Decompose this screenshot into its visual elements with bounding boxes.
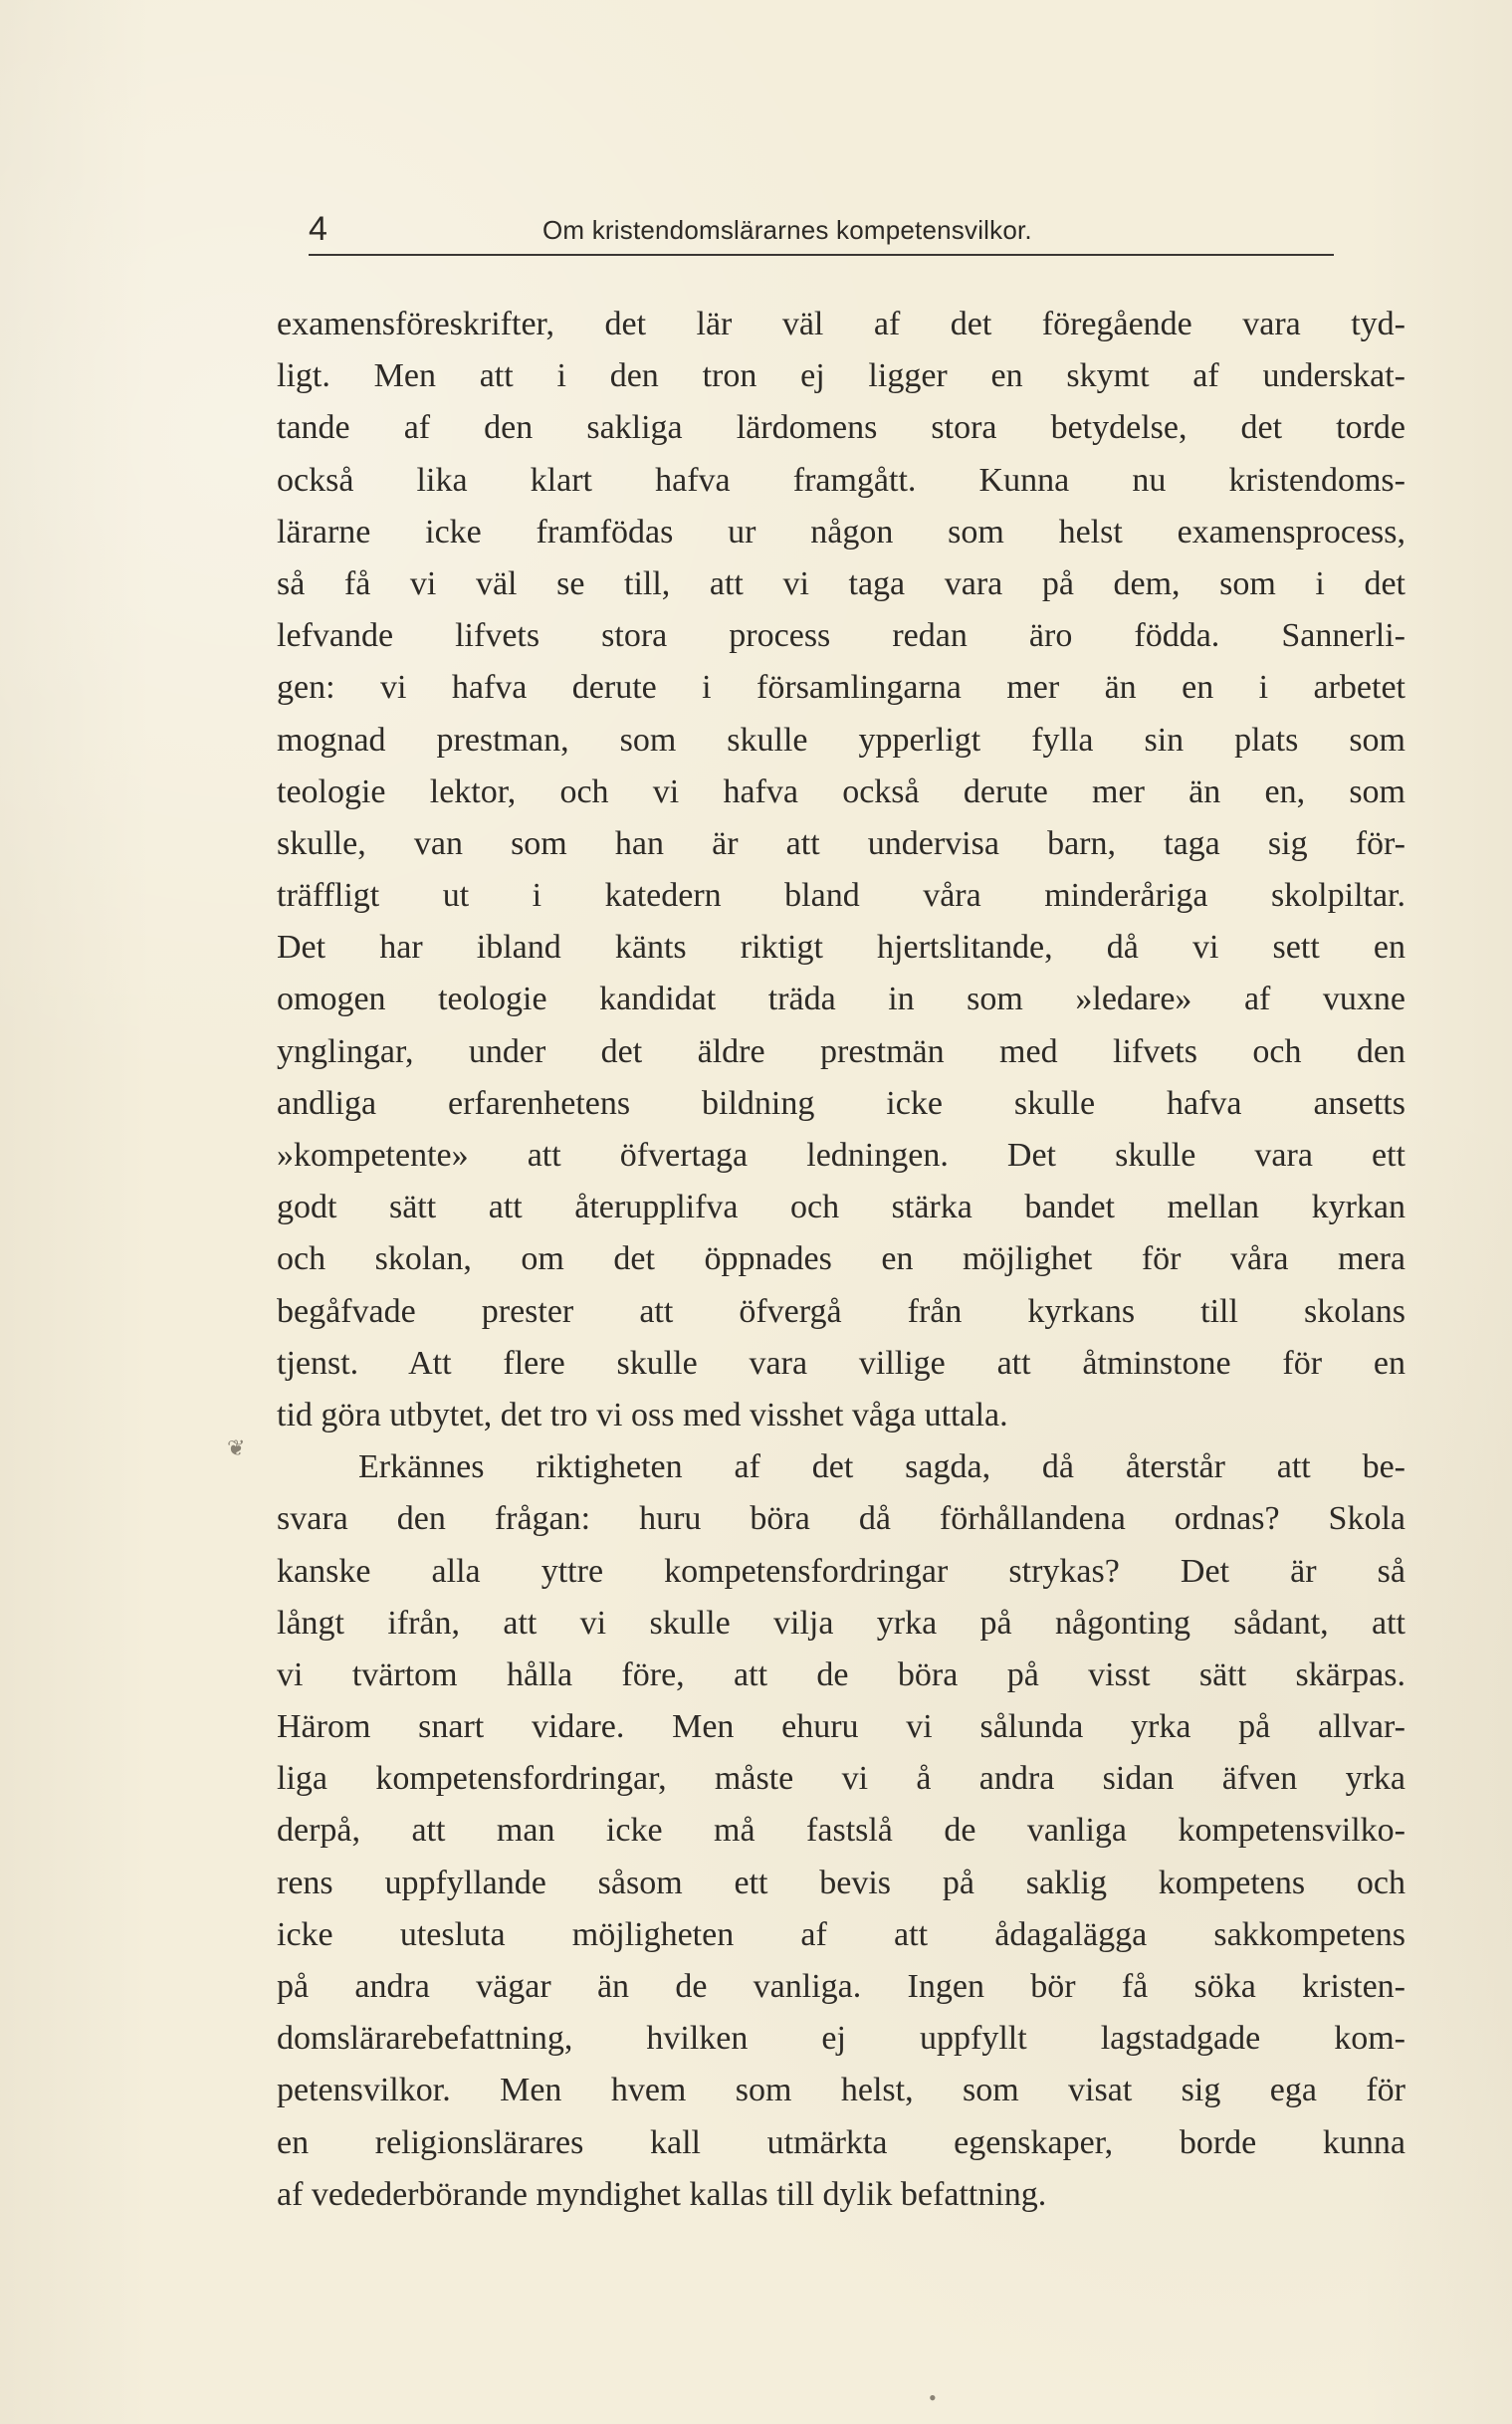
- text-line-6: så få vi väl se till, att vi taga vara på dem, som i det: [277, 564, 1405, 602]
- text-line-9: mognad prestman, som skulle ypperligt fylla sin plats som: [277, 721, 1405, 759]
- running-title: Om kristendomslärarnes kompetensvilkor.: [542, 215, 1032, 245]
- text-line-10: teologie lektor, och vi hafva också derute mer än en, som: [277, 772, 1405, 810]
- text-line-29: liga kompetensfordringar, måste vi å andra sidan äfven yrka: [277, 1760, 1405, 1798]
- bottom-mark: •: [929, 2385, 937, 2410]
- text-line-8: gen: vi hafva derute i församlingarna mer än en i arbetet: [277, 669, 1405, 707]
- text-line-17: »kompetente» att öfvertaga ledningen. Det skulle vara ett: [277, 1137, 1405, 1174]
- text-line-11: skulle, van som han är att undervisa barn, taga sig för-: [277, 824, 1405, 862]
- page-number: 4: [309, 210, 327, 248]
- text-line-3: tande af den sakliga lärdomens stora betydelse, det torde: [277, 409, 1405, 447]
- text-line-34: domslärarebefattning, hvilken ej uppfyllt lagstadgade kom-: [277, 2020, 1405, 2058]
- text-line-22: tid göra utbytet, det tro vi oss med visshet våga uttala.: [277, 1396, 1008, 1433]
- text-line-36: en religionslärares kall utmärkta egenskaper, borde kunna: [277, 2123, 1405, 2161]
- text-line-21: tjenst. Att flere skulle vara villige att åtminstone för en: [277, 1344, 1405, 1382]
- text-line-2: ligt. Men att i den tron ej ligger en skymt af underskat-: [277, 357, 1405, 395]
- text-line-16: andliga erfarenhetens bildning icke skulle hafva ansetts: [277, 1084, 1405, 1122]
- text-line-35: petensvilkor. Men hvem som helst, som visat sig ega för: [277, 2072, 1405, 2109]
- text-line-19: och skolan, om det öppnades en möjlighet för våra mera: [277, 1240, 1405, 1278]
- text-line-30: derpå, att man icke må fastslå de vanliga kompetensvilko-: [277, 1812, 1405, 1850]
- text-line-12: träffligt ut i katedern bland våra minderåriga skolpiltar.: [277, 877, 1405, 915]
- body-text: [277, 299, 1405, 2221]
- text-line-23: Erkännes riktigheten af det sagda, då återstår att be-: [358, 1448, 1405, 1486]
- text-line-37: af vedederbörande myndighet kallas till dylik befattning.: [277, 2175, 1047, 2213]
- text-line-28: Härom snart vidare. Men ehuru vi sålunda yrka på allvar-: [277, 1708, 1405, 1746]
- text-line-26: långt ifrån, att vi skulle vilja yrka på någonting sådant, att: [277, 1604, 1405, 1642]
- text-line-14: omogen teologie kandidat träda in som »ledare» af vuxne: [277, 981, 1405, 1018]
- text-line-24: svara den frågan: huru böra då förhållandena ordnas? Skola: [277, 1500, 1405, 1538]
- text-line-32: icke utesluta möjligheten af att ådagalägga sakkompetens: [277, 1915, 1405, 1953]
- header-rule: [309, 254, 1334, 256]
- text-line-20: begåfvade prester att öfvergå från kyrkans till skolans: [277, 1292, 1405, 1330]
- text-line-13: Det har ibland känts riktigt hjertslitande, då vi sett en: [277, 929, 1405, 967]
- text-line-27: vi tvärtom hålla före, att de böra på visst sätt skärpas.: [277, 1655, 1405, 1693]
- text-line-33: på andra vägar än de vanliga. Ingen bör få söka kristen-: [277, 1968, 1405, 2005]
- text-line-4: också lika klart hafva framgått. Kunna nu kristendoms-: [277, 461, 1405, 499]
- text-line-31: rens uppfyllande såsom ett bevis på saklig kompetens och: [277, 1864, 1405, 1901]
- text-line-1: examensföreskrifter, det lär väl af det föregående vara tyd-: [277, 306, 1405, 342]
- page-header: [309, 204, 1334, 264]
- text-line-5: lärarne icke framfödas ur någon som helst examensprocess,: [277, 513, 1405, 551]
- text-line-15: ynglingar, under det äldre prestmän med lifvets och den: [277, 1032, 1405, 1070]
- text-line-7: lefvande lifvets stora process redan äro födda. Sannerli-: [277, 617, 1405, 655]
- text-line-18: godt sätt att återupplifva och stärka bandet mellan kyrkan: [277, 1189, 1405, 1226]
- margin-mark: ❦: [227, 1435, 246, 1460]
- text-line-25: kanske alla yttre kompetensfordringar strykas? Det är så: [277, 1552, 1405, 1590]
